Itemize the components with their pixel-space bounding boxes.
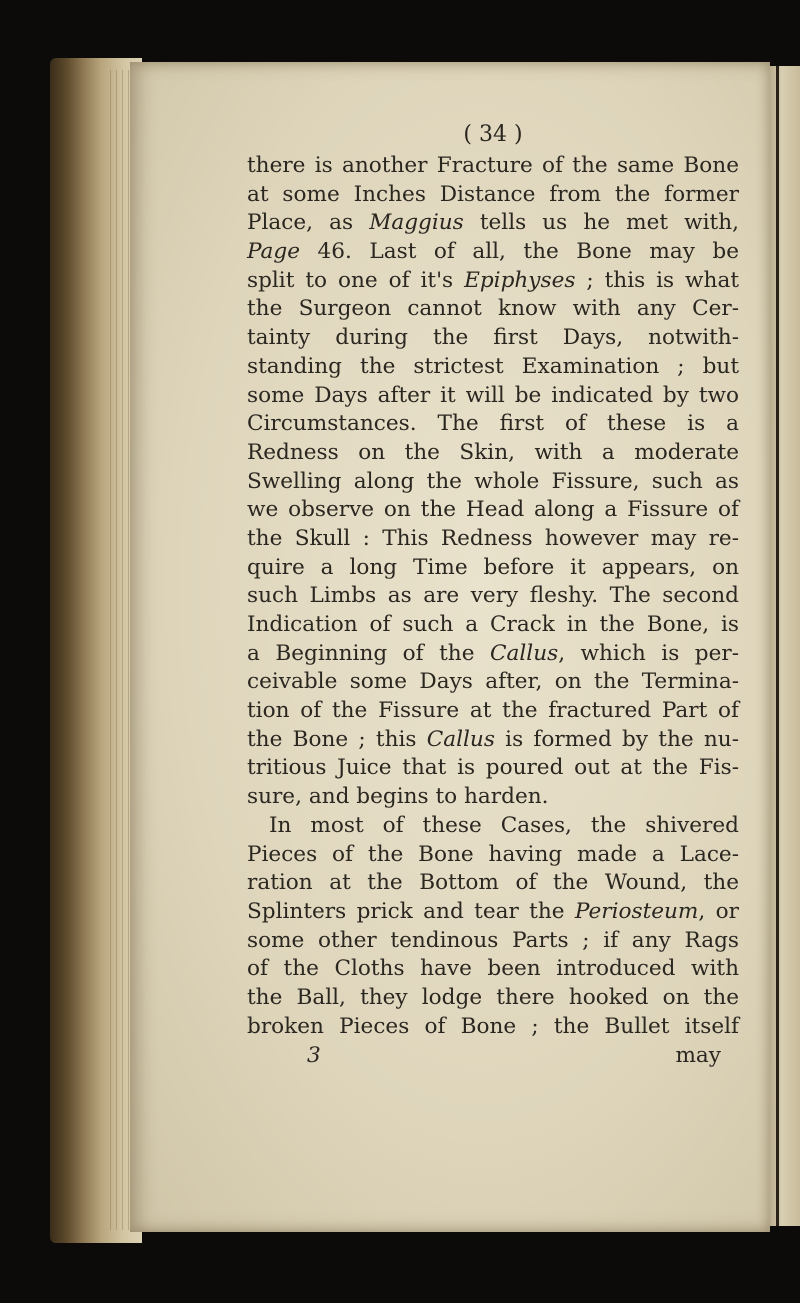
page-edge-line (776, 66, 779, 1226)
text-line: Redness on the Skin, with a moderate (247, 439, 739, 465)
text-line: tion of the Fissure at the fractured Part of (247, 698, 739, 724)
page-text (247, 118, 739, 1071)
text-line: Page 46. Last of all, the Bone may be (247, 239, 739, 265)
text-line: Swelling along the whole Fissure, such as (247, 468, 739, 494)
page-footer (247, 1041, 739, 1071)
page-header: ( 34 ) (463, 122, 523, 147)
text-line: the Ball, they lodge there hooked on the (247, 984, 739, 1010)
text-line: broken Pieces of Bone ; the Bullet itself (247, 1013, 739, 1039)
text-line: Indication of such a Crack in the Bone, is (247, 612, 739, 637)
text-line: Place, as Maggius tells us he met with, (247, 210, 740, 236)
text-line: of the Cloths have been introduced with (247, 956, 739, 982)
text-line: the Bone ; this Callus is formed by the nu- (247, 726, 739, 752)
text-line: some Days after it will be indicated by two (247, 382, 739, 408)
text-line: the Skull : This Redness however may re- (247, 525, 739, 551)
page-body (247, 152, 739, 1041)
catchword: may (675, 1043, 721, 1069)
text-line: tritious Juice that is poured out at the Fis- (247, 755, 739, 781)
text-line: quire a long Time before it appears, on (247, 554, 739, 580)
text-line: the Surgeon cannot know with any Cer- (247, 296, 739, 322)
text-line: standing the strictest Examination ; but (247, 353, 739, 379)
text-line: split to one of it's Epiphyses ; this is what (247, 267, 739, 293)
text-line: ceivable some Days after, on the Termina- (247, 669, 739, 695)
text-line: at some Inches Distance from the former (247, 181, 739, 207)
text-line: Splinters prick and tear the Periosteum, or (247, 898, 739, 924)
text-line: In most of these Cases, the shivered (269, 812, 739, 838)
text-line: ration at the Bottom of the Wound, the (247, 870, 739, 896)
text-line: some other tendinous Parts ; if any Rags (247, 927, 739, 953)
text-line: a Beginning of the Callus, which is per- (247, 640, 739, 666)
page-edge (770, 66, 800, 1226)
text-line: Circumstances. The first of these is a (247, 411, 739, 437)
signature-mark: 3 (307, 1043, 321, 1069)
text-line: we observe on the Head along a Fissure of (247, 497, 739, 523)
text-line: there is another Fracture of the same Bone (247, 153, 739, 178)
text-line: such Limbs as are very fleshy. The second (247, 583, 739, 609)
text-line: tainty during the first Days, notwith- (247, 325, 739, 351)
text-line: Pieces of the Bone having made a Lace- (247, 841, 739, 867)
text-line: sure, and begins to harden. (247, 784, 549, 810)
